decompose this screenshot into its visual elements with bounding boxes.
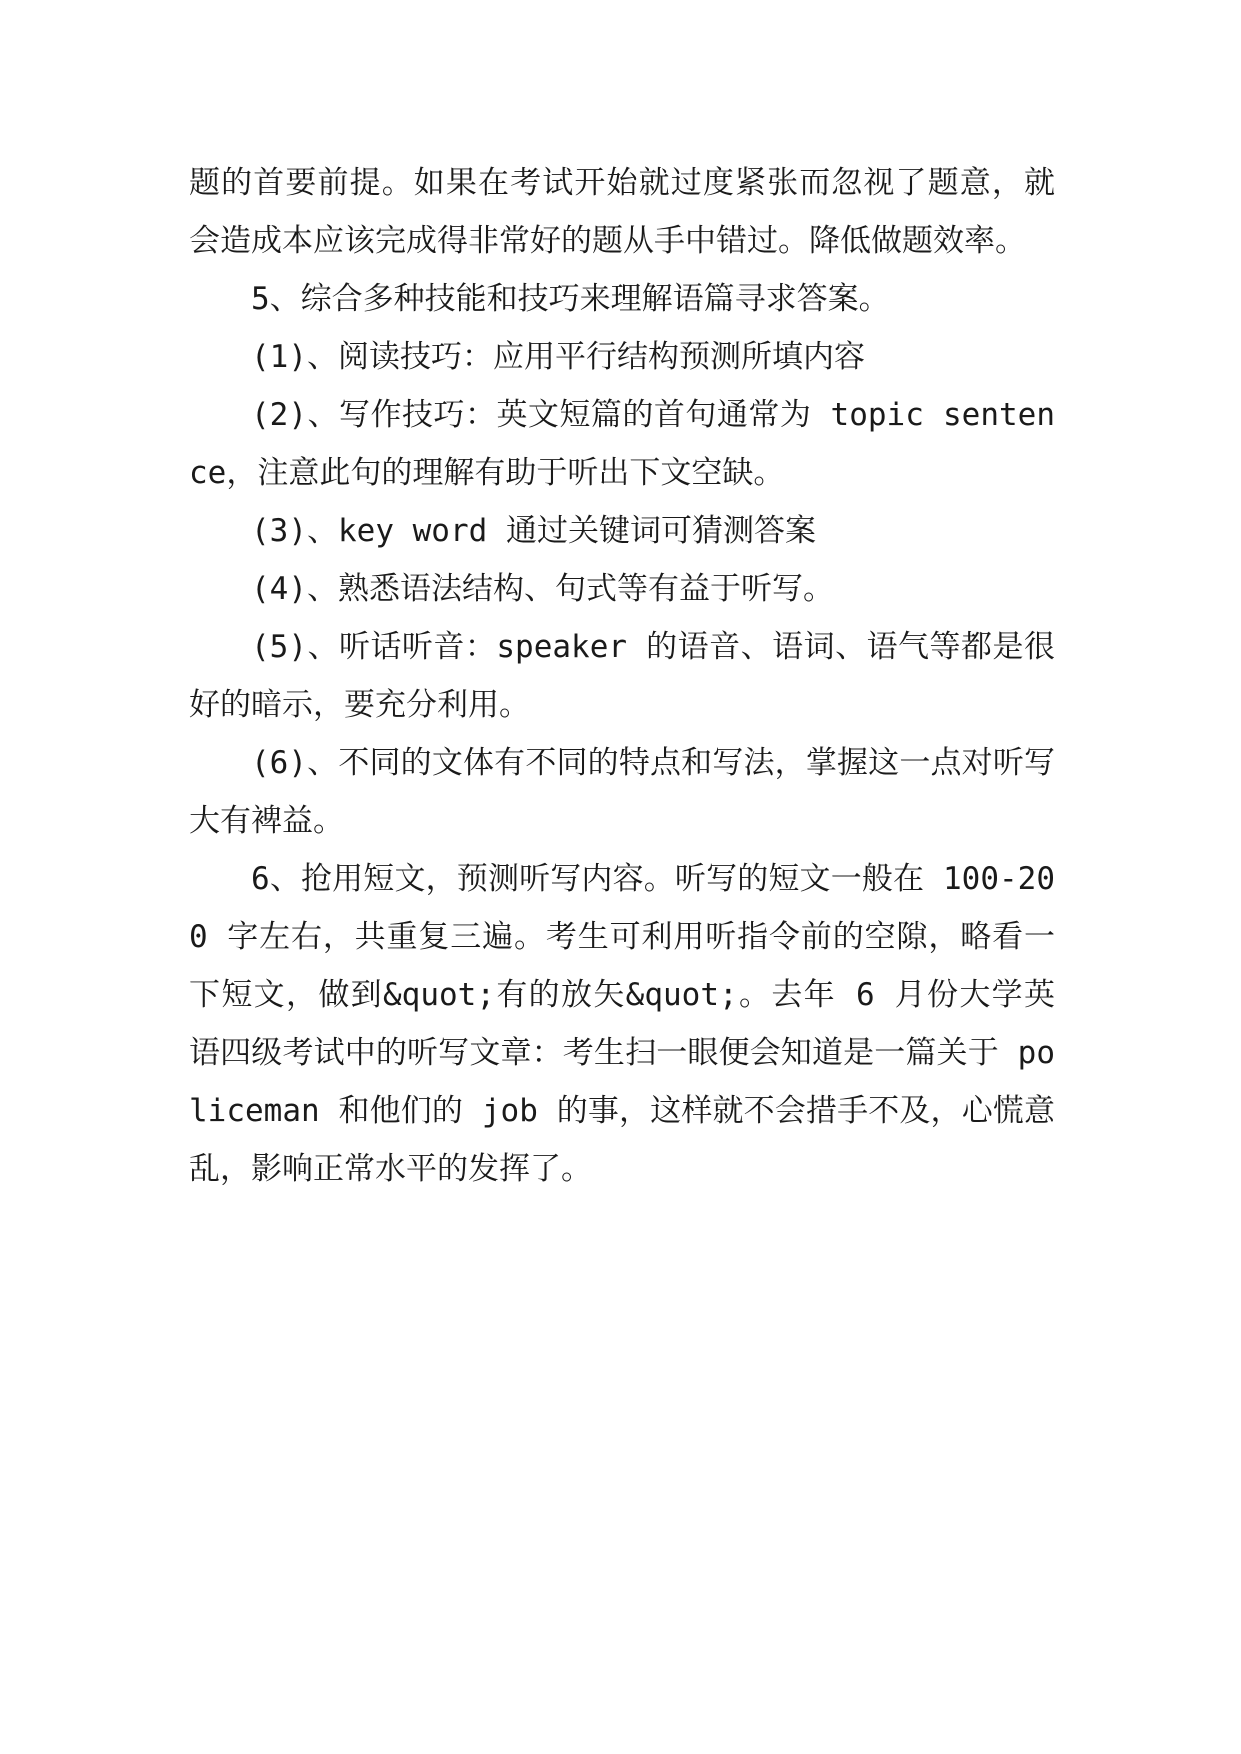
paragraph-subitem-6: (6)、不同的文体有不同的特点和写法，掌握这一点对听写大有裨益。 — [189, 745, 1055, 839]
paragraph-subitem-1: (1)、阅读技巧：应用平行结构预测所填内容 — [251, 339, 865, 375]
paragraph-subitem-5: (5)、听话听音：speaker 的语音、语词、语气等都是很好的暗示，要充分利用。 — [189, 629, 1055, 723]
paragraph-item-6: 6、抢用短文，预测听写内容。听写的短文一般在 100-200 字左右，共重复三遍。考生可利用听指令前的空隙，略看一下短文，做到&quot;有的放矢&quot;。去年 6 月份大学英语四级考试中的听写文章：考生扫一眼便会知道是一篇关于 policeman 和他们的 job 的事，这样就不会措手不及，心慌意乱，影响正常水平的发挥了。 — [189, 861, 1055, 1187]
paragraph-continuation: 题的首要前提。如果在考试开始就过度紧张而忽视了题意，就会造成本应该完成得非常好的题从手中错过。降低做题效率。 — [189, 165, 1055, 259]
document-body — [189, 154, 1055, 1198]
paragraph-subitem-4: (4)、熟悉语法结构、句式等有益于听写。 — [251, 571, 834, 607]
paragraph-subitem-3: (3)、key word 通过关键词可猜测答案 — [251, 513, 816, 549]
paragraph-subitem-2: (2)、写作技巧：英文短篇的首句通常为 topic sentence，注意此句的理解有助于听出下文空缺。 — [189, 397, 1055, 491]
paragraph-item-5: 5、综合多种技能和技巧来理解语篇寻求答案。 — [251, 281, 890, 317]
